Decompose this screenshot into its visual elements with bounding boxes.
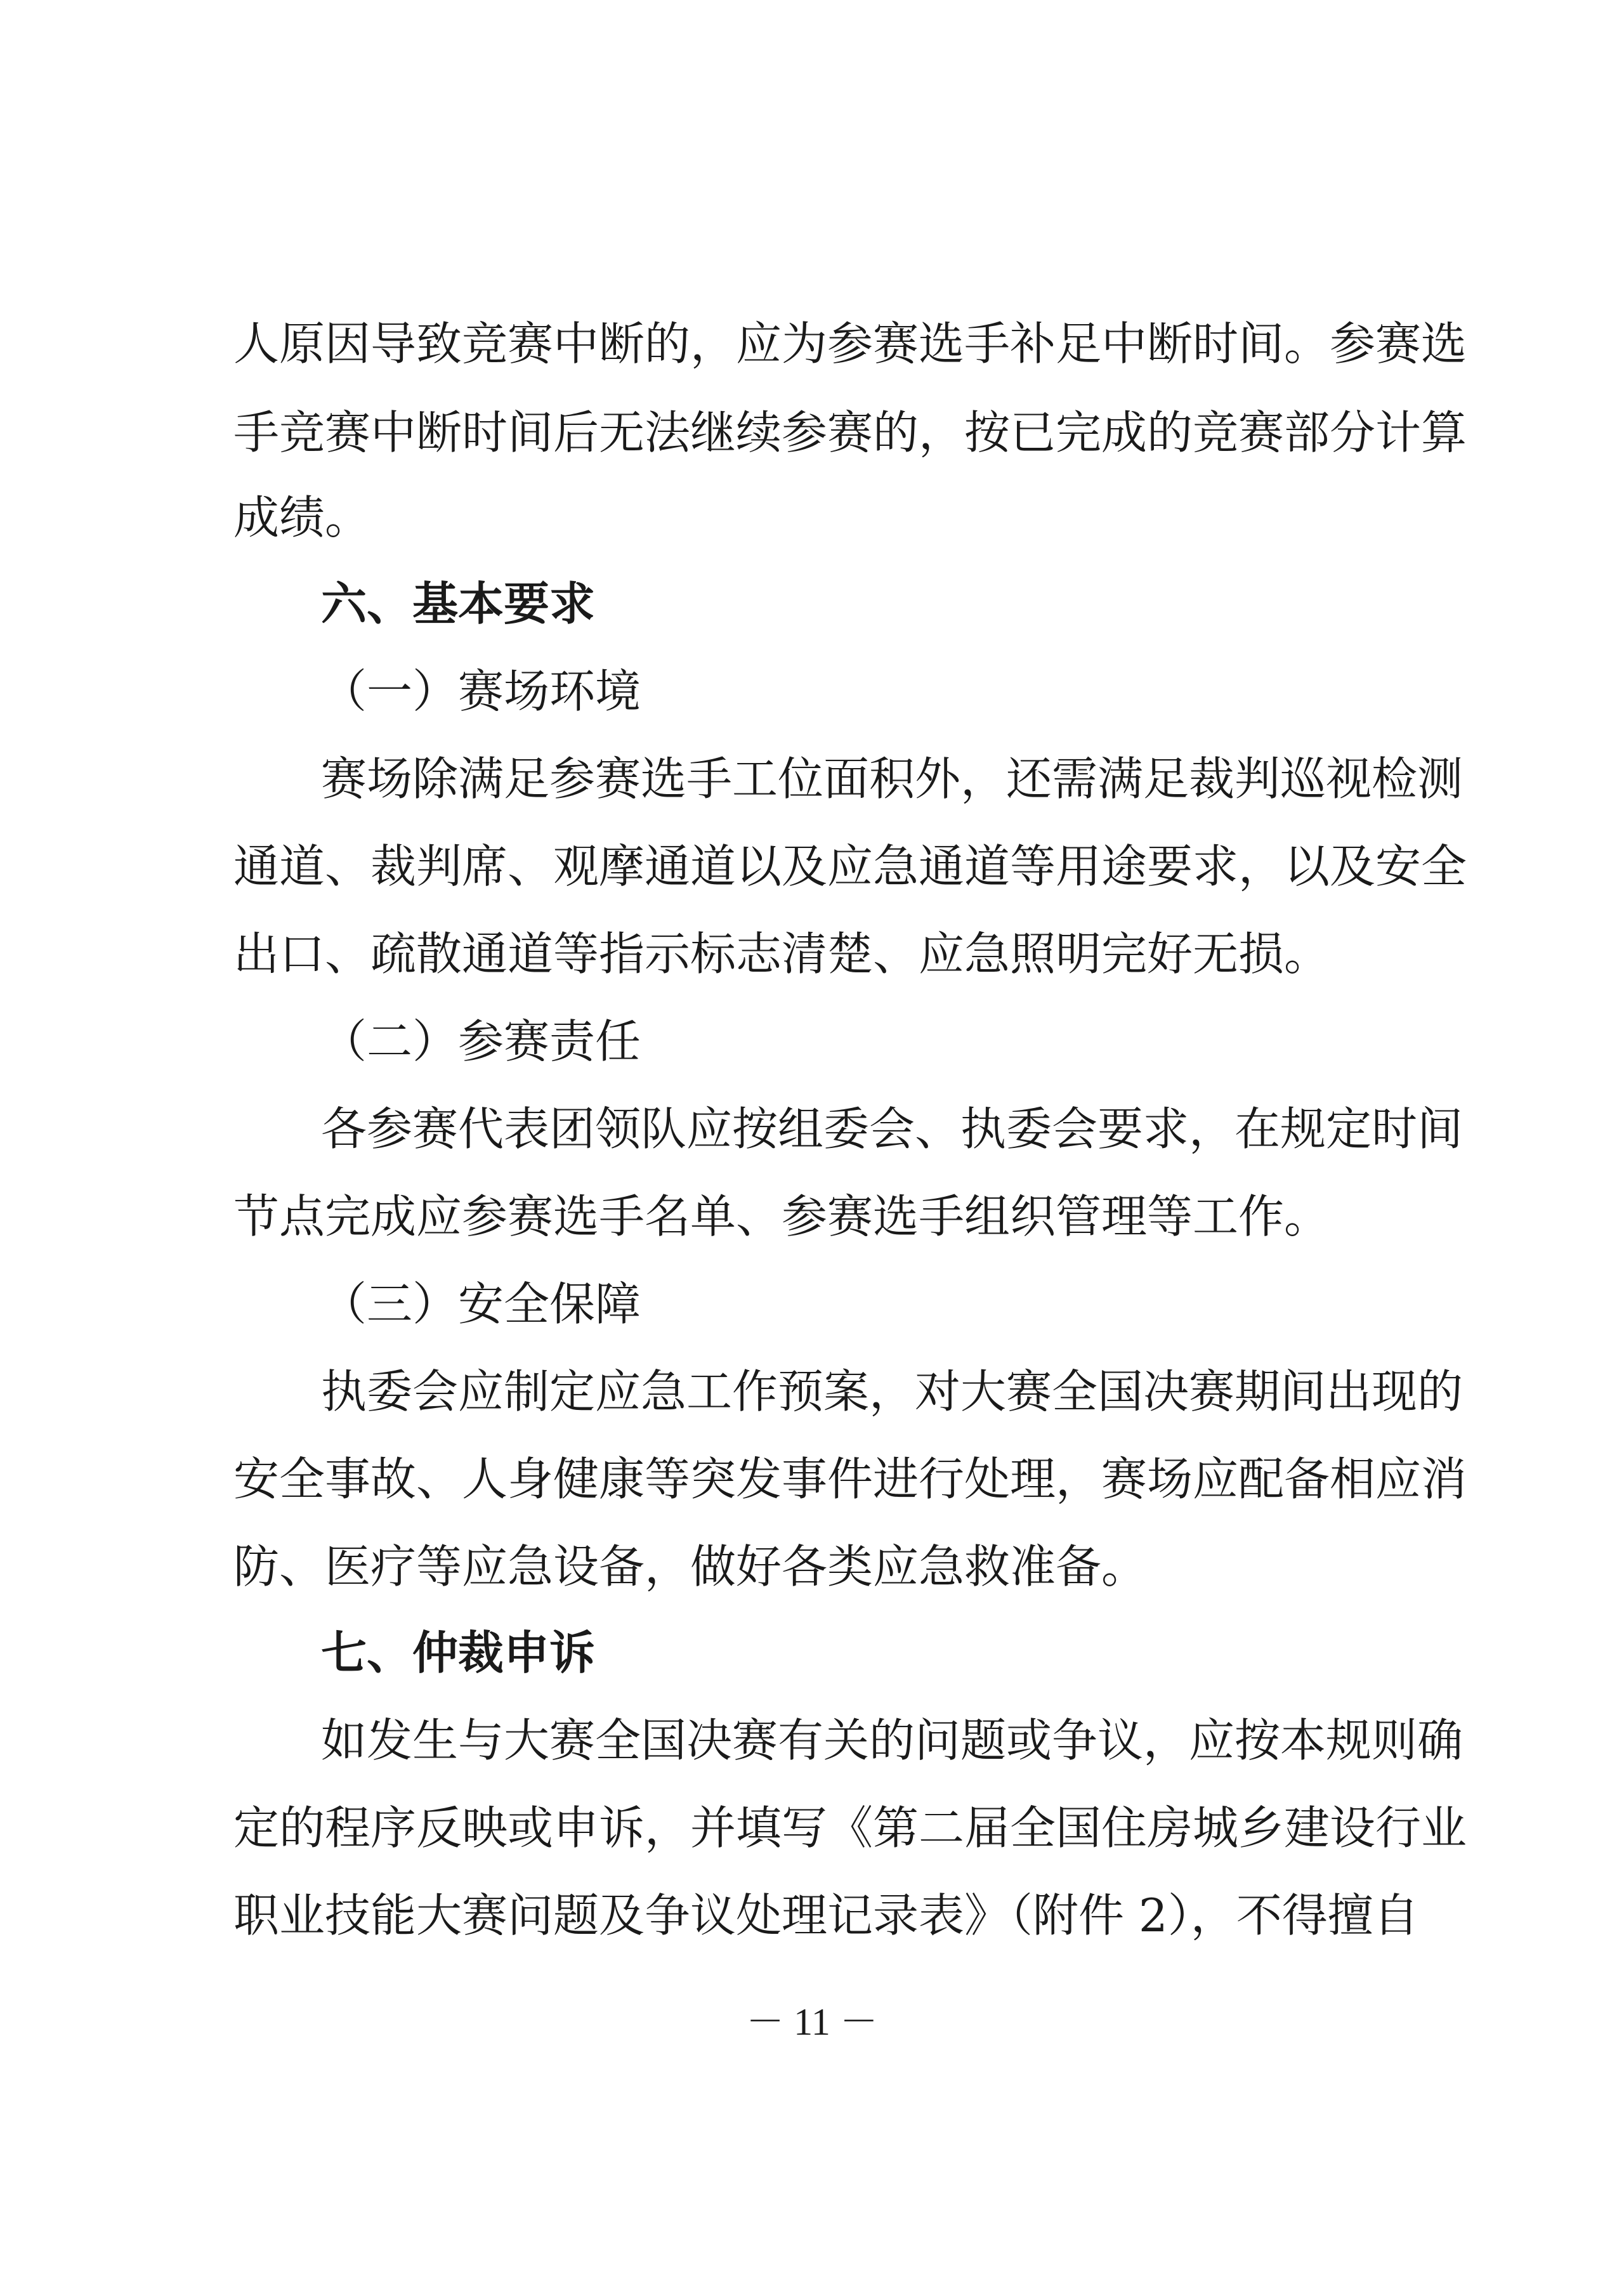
subsection-heading: （三）安全保障 <box>321 1277 641 1331</box>
body-text-line: 职业技能大赛问题及争议处理记录表》（附件 2），不得擅自 <box>233 1889 1419 1942</box>
body-text-line: 执委会应制定应急工作预案，对大赛全国决赛期间出现的 <box>321 1365 1464 1418</box>
body-text-line: 如发生与大赛全国决赛有关的问题或争议，应按本规则确 <box>321 1714 1464 1767</box>
body-text-line: 定的程序反映或申诉，并填写《第二届全国住房城乡建设行业 <box>233 1801 1467 1855</box>
body-text-line: 人原因导致竞赛中断的，应为参赛选手补足中断时间。参赛选 <box>233 317 1467 370</box>
body-text-line: 出口、疏散通道等指示标志清楚、应急照明完好无损。 <box>233 927 1330 981</box>
section-heading: 七、仲裁申诉 <box>321 1626 596 1680</box>
body-text-line: 手竞赛中断时间后无法继续参赛的，按已完成的竞赛部分计算 <box>233 406 1467 459</box>
body-text-line: 防、医疗等应急设备，做好各类应急救准备。 <box>233 1540 1148 1593</box>
subsection-heading: （二）参赛责任 <box>321 1015 641 1068</box>
subsection-heading: （一）赛场环境 <box>321 665 641 718</box>
body-text-line: 节点完成应参赛选手名单、参赛选手组织管理等工作。 <box>233 1190 1330 1243</box>
page-number: － 11 － <box>746 2001 878 2043</box>
section-heading: 六、基本要求 <box>321 577 596 630</box>
body-text-line: 成绩。 <box>233 491 371 544</box>
body-text-line: 各参赛代表团领队应按组委会、执委会要求，在规定时间 <box>321 1102 1464 1156</box>
body-text-line: 安全事故、人身健康等突发事件进行处理，赛场应配备相应消 <box>233 1452 1467 1506</box>
body-text-line: 通道、裁判席、观摩通道以及应急通道等用途要求，以及安全 <box>233 840 1467 893</box>
body-text-line: 赛场除满足参赛选手工位面积外，还需满足裁判巡视检测 <box>321 752 1464 806</box>
